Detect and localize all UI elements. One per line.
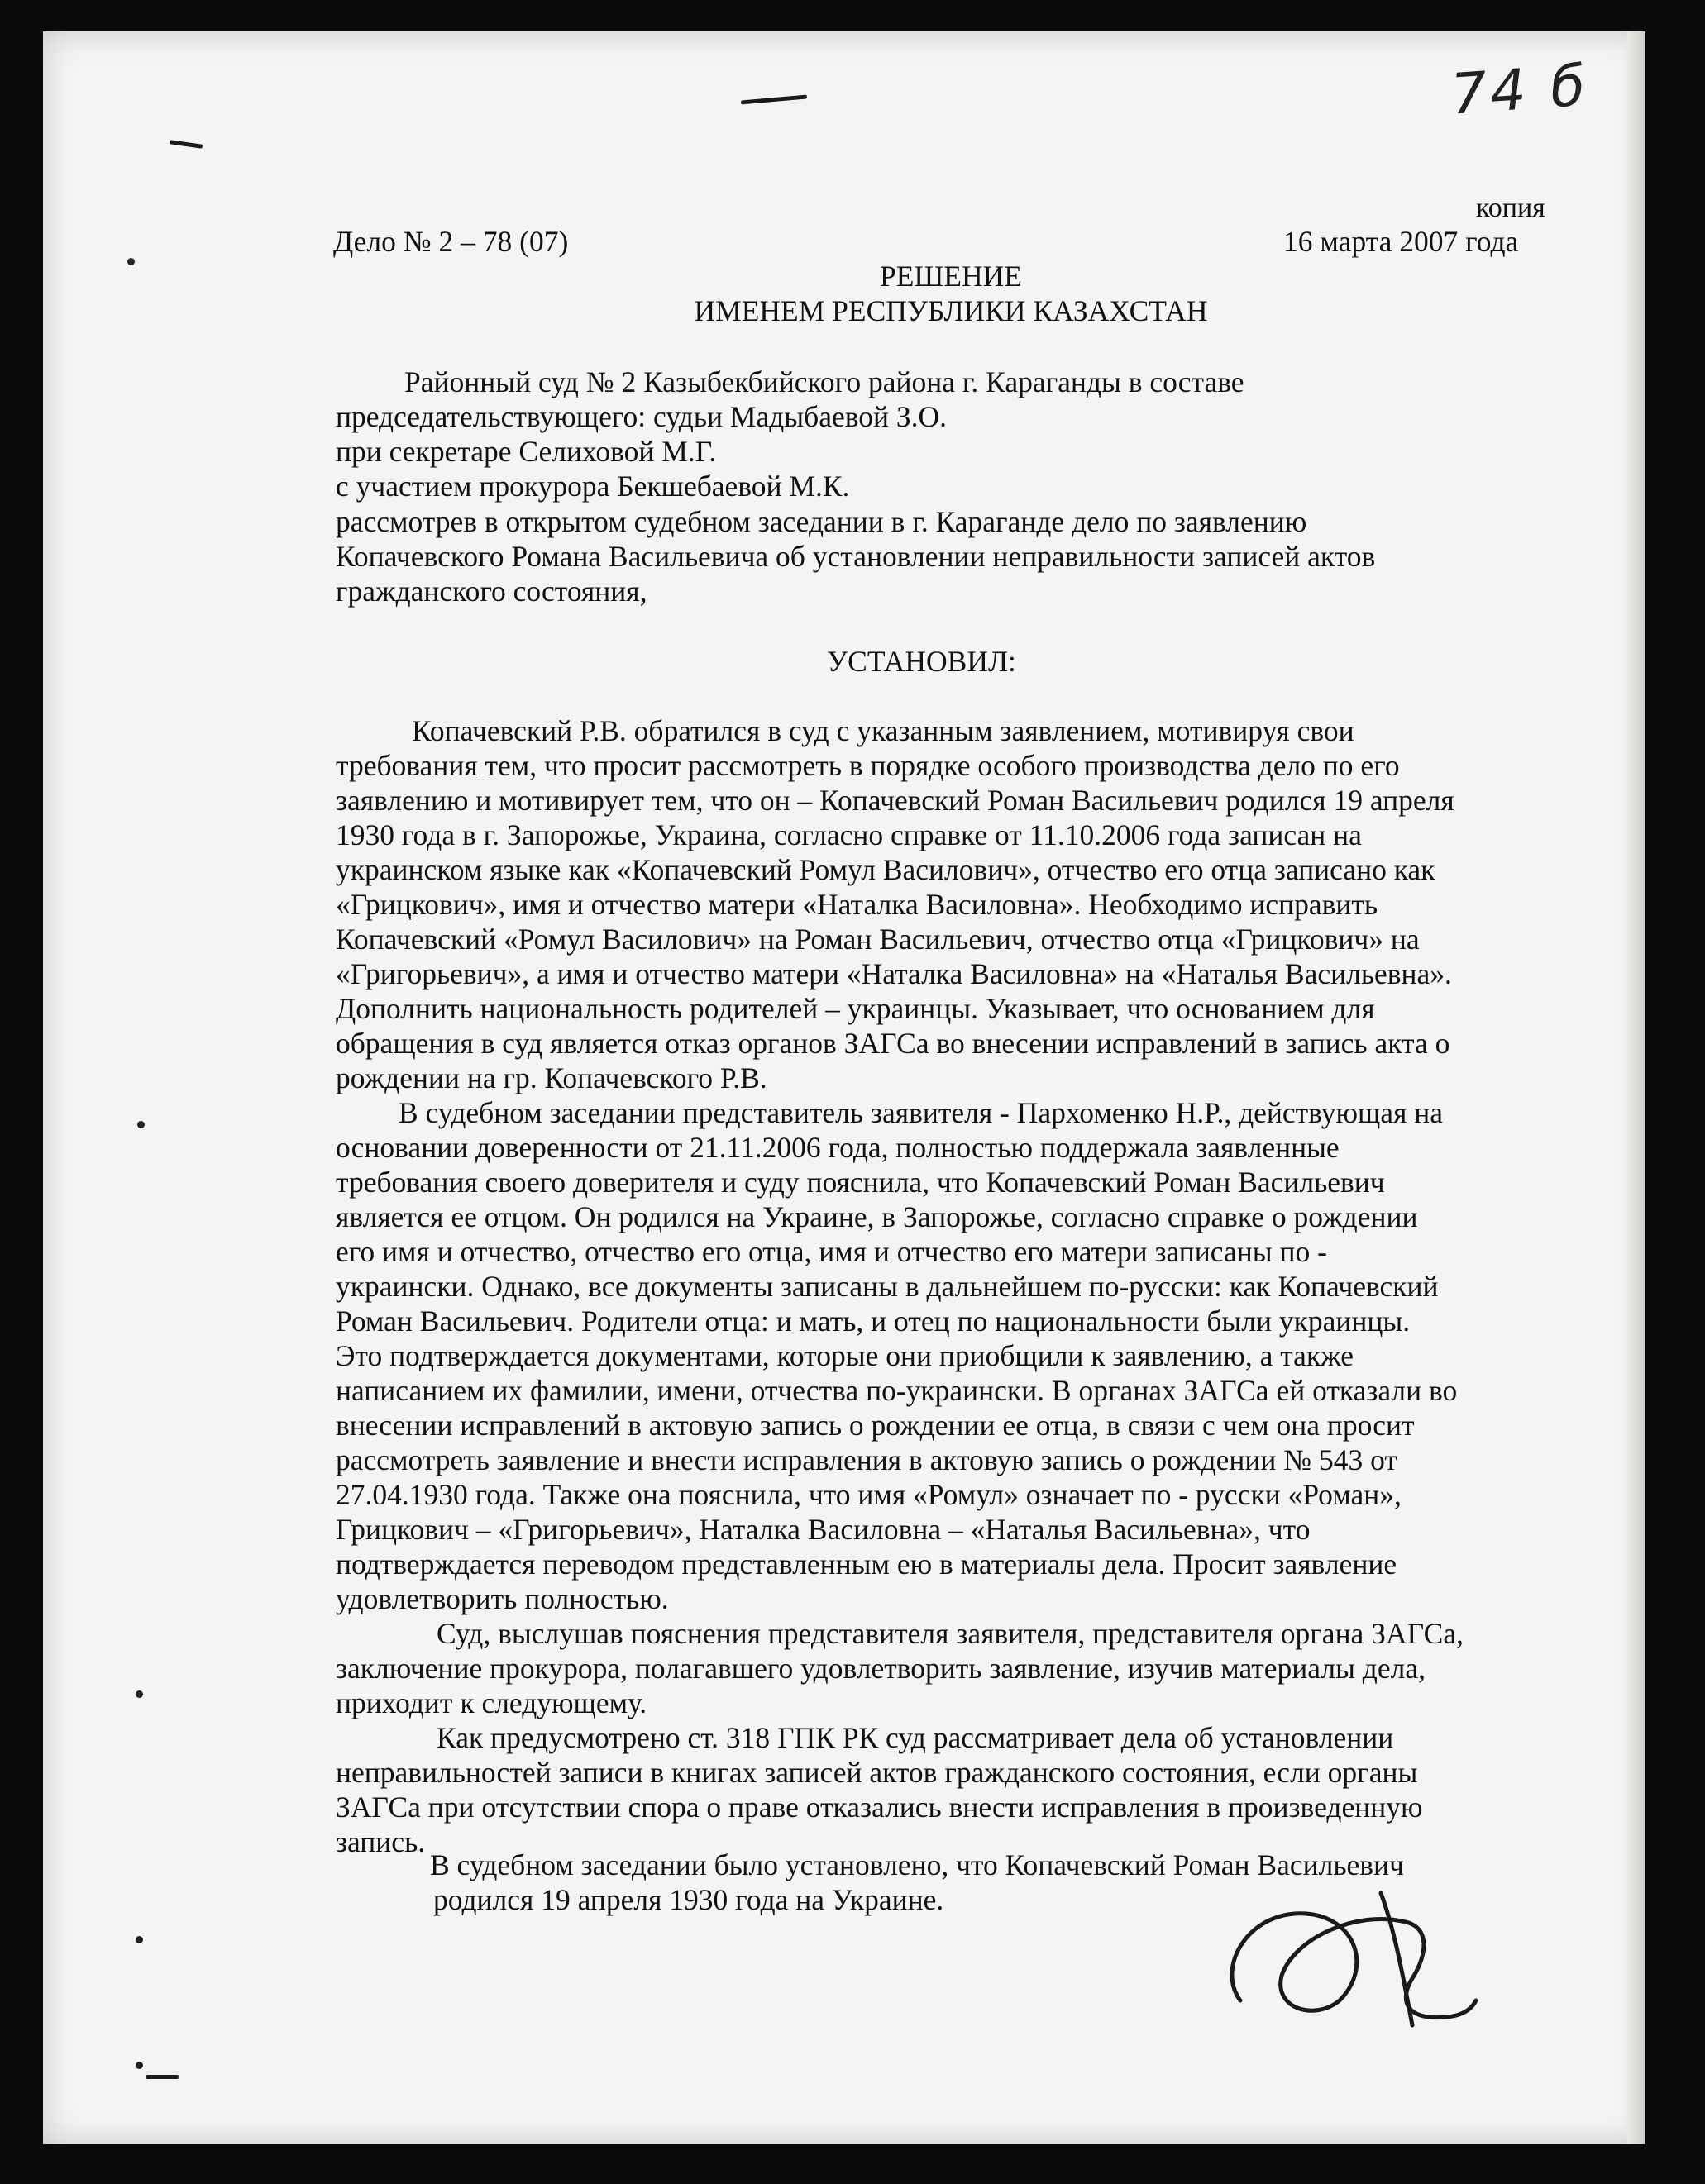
paragraph-line: Дополнить национальность родителей – украинцы. Указывает, что основанием для [336,992,1375,1025]
paragraph-line: подтверждается переводом представленным ею в материалы дела. Просит заявление [336,1547,1397,1581]
paragraph-line: Суд, выслушав пояснения представителя заявителя, представителя органа ЗАГСа, [437,1617,1464,1650]
paragraph-line: неправильностей записи в книгах записей актов гражданского состояния, если органы [336,1756,1418,1789]
scan-mark [146,2075,179,2079]
paragraph-line: обращения в суд является отказ органов ЗАГСа во внесении исправлений в запись акта о [336,1027,1450,1060]
paragraph-line: рождении на гр. Копачевского Р.В. [336,1061,767,1094]
punch-hole [137,1121,145,1128]
paragraph-line: заявлению и мотивирует тем, что он – Копачевский Роман Васильевич родился 19 апреля [336,784,1454,817]
intro-line: гражданского состояния, [336,575,647,608]
page-edge [1627,31,1645,2144]
punch-hole [136,1690,143,1698]
intro-line: при секретаре Селиховой М.Г. [336,435,717,468]
paragraph-line: Копачевский Р.В. обратился в суд с указанным заявлением, мотивируя свои [412,714,1354,747]
paragraph-line: заключение прокурора, полагавшего удовлетворить заявление, изучив материалы дела, [336,1652,1426,1685]
paragraph-line: приходит к следующему. [336,1686,647,1719]
paragraph-line: написанием их фамилии, имени, отчества по-украински. В органах ЗАГСа ей отказали во [336,1374,1458,1407]
paragraph-line: его имя и отчество, отчество его отца, имя и отчество его матери записаны по - [336,1235,1327,1268]
paragraph-line: В судебном заседании представитель заявителя - Пархоменко Н.Р., действующая на [399,1096,1444,1129]
paragraph-line: требования тем, что просит рассмотреть в порядке особого производства дело по его [336,749,1400,782]
document-subtitle: ИМЕНЕМ РЕСПУБЛИКИ КАЗАХСТАН [694,294,1208,327]
intro-line: председательствующего: судьи Мадыбаевой З.О. [336,400,948,433]
intro-line: Районный суд № 2 Казыбекбийского района г. Караганды в составе [404,365,1244,398]
paragraph-line: запись. [336,1825,426,1858]
intro-line: Копачевского Романа Васильевича об установлении неправильности записей актов [336,540,1376,573]
paragraph-line: родился 19 апреля 1930 года на Украине. [433,1883,944,1916]
document-page [43,31,1645,2144]
paragraph-line: является ее отцом. Он родился на Украине, в Запорожье, согласно справке о рождении [336,1200,1418,1233]
intro-line: с участием прокурора Бекшебаевой М.К. [336,470,850,503]
paragraph-line: рассмотреть заявление и внести исправления в актовую запись о рождении № 543 от [336,1443,1397,1476]
punch-hole [127,258,135,265]
paragraph-line: «Грицкович», имя и отчество матери «Наталка Василовна». Необходимо исправить [336,888,1378,921]
paragraph-line: Это подтверждается документами, которые они приобщили к заявлению, а также [336,1339,1354,1372]
document-date: 16 марта 2007 года [1283,225,1519,258]
paragraph-line: удовлетворить полностью. [336,1582,669,1615]
section-heading: УСТАНОВИЛ: [827,645,1016,678]
intro-line: рассмотрев в открытом судебном заседании в г. Караганде дело по заявлению [336,505,1307,538]
paragraph-line: Роман Васильевич. Родители отца: и мать, и отец по национальности были украинцы. [336,1304,1411,1338]
paragraph-line: Копачевский «Ромул Василович» на Роман Васильевич, отчество отца «Грицкович» на [336,923,1420,956]
punch-hole [136,2062,143,2069]
paragraph-line: 1930 года в г. Запорожье, Украина, согласно справке от 11.10.2006 года записан на [336,818,1362,851]
paragraph-line: В судебном заседании было установлено, что Копачевский Роман Васильевич [430,1848,1404,1881]
case-number: Дело № 2 – 78 (07) [333,225,569,258]
paragraph-line: Грицкович – «Григорьевич», Наталка Василовна – «Наталья Васильевна», что [336,1513,1311,1546]
paragraph-line: основании доверенности от 21.11.2006 года, полностью поддержала заявленные [336,1131,1340,1164]
punch-hole [136,1936,143,1943]
paragraph-line: украинском языке как «Копачевский Ромул Василович», отчество его отца записано как [336,853,1435,886]
paragraph-line: требования своего доверителя и суду пояснила, что Копачевский Роман Васильевич [336,1166,1385,1199]
paragraph-line: украински. Однако, все документы записаны в дальнейшем по-русски: как Копачевский [336,1270,1439,1303]
signature [1215,1876,1480,2042]
document-title: РЕШЕНИЕ [880,260,1022,293]
paragraph-line: 27.04.1930 года. Также она пояснила, что имя «Ромул» означает по - русски «Роман», [336,1478,1402,1511]
copy-label: копия [1476,193,1545,223]
paragraph-line: ЗАГСа при отсутствии спора о праве отказались внести исправления в произведенную [336,1791,1423,1824]
paragraph-line: «Григорьевич», а имя и отчество матери «Наталка Василовна» на «Наталья Васильевна». [336,957,1452,990]
paragraph-line: внесении исправлений в актовую запись о рождении ее отца, в связи с чем она просит [336,1409,1415,1442]
paragraph-line: Как предусмотрено ст. 318 ГПК РК суд рассматривает дела об установлении [437,1721,1394,1754]
page-number: 74 б [1449,53,1591,128]
